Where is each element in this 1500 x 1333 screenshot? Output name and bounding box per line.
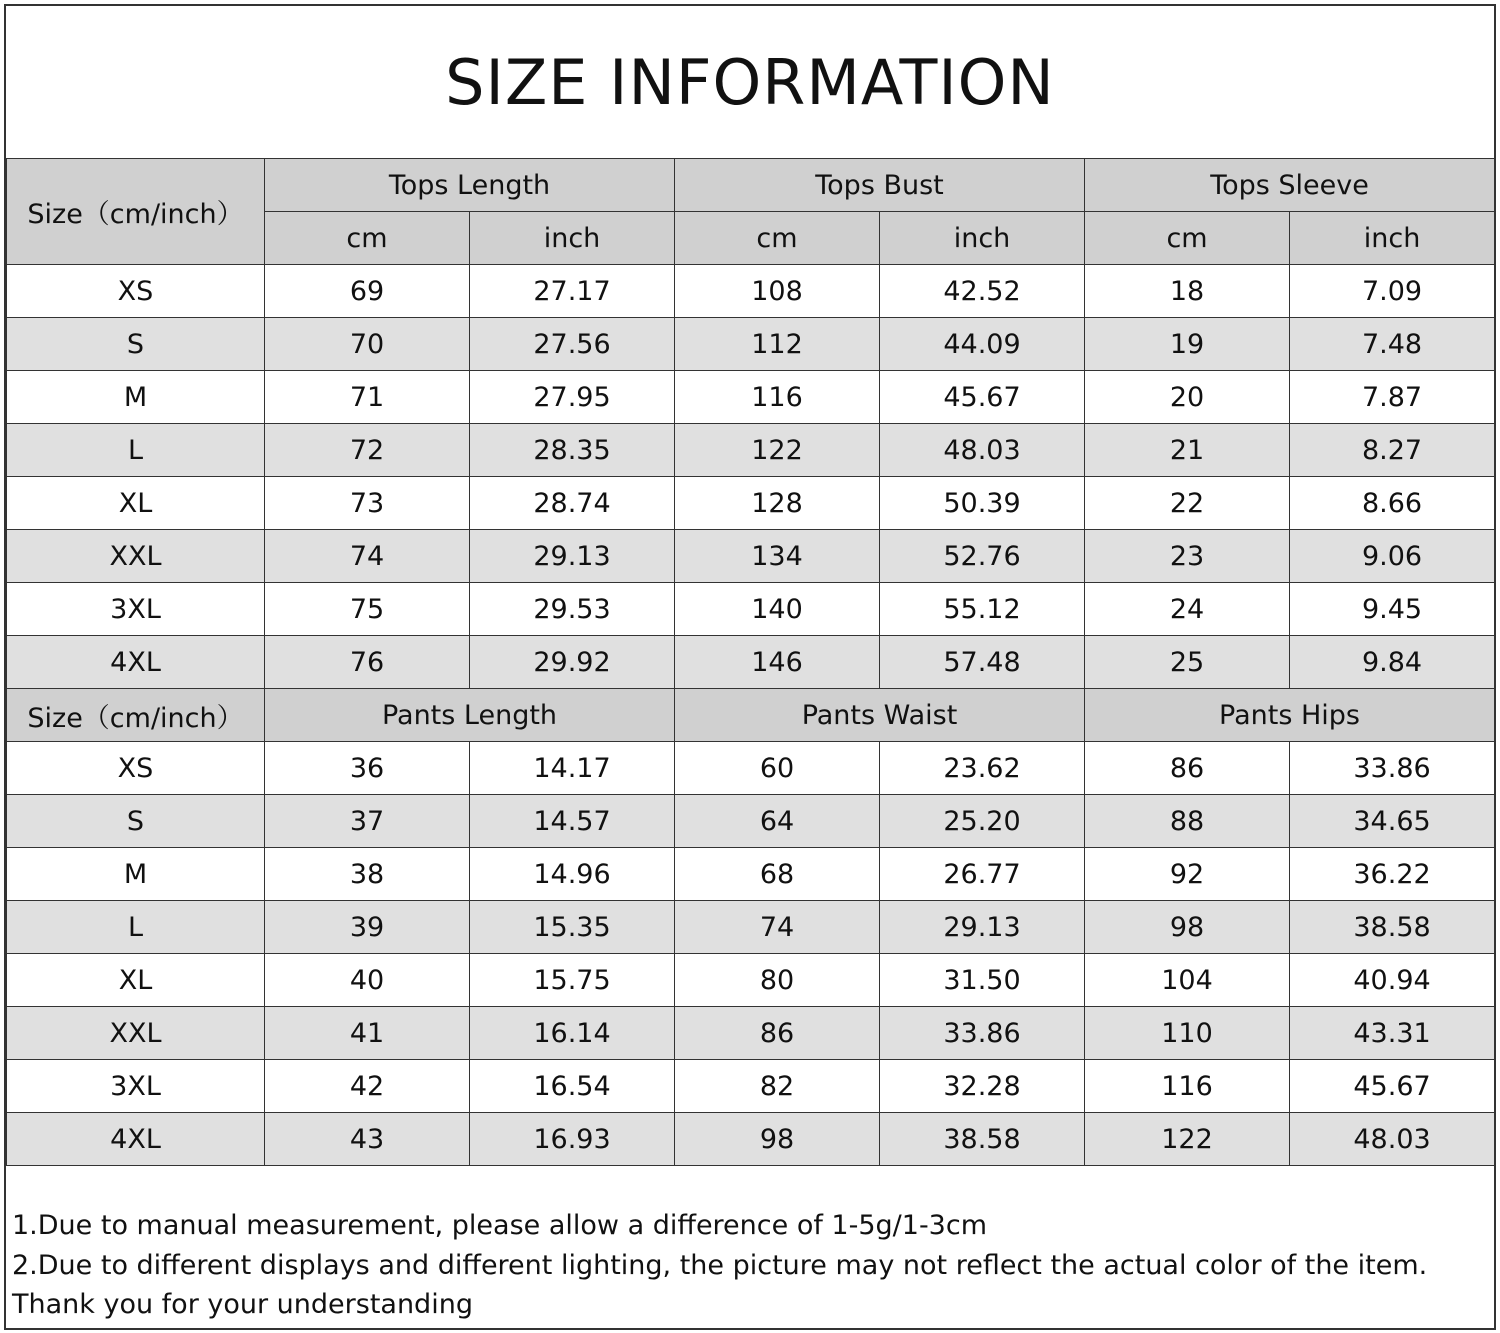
value-cell: 38.58 xyxy=(880,1113,1085,1166)
unit-header: cm xyxy=(1085,212,1290,265)
value-cell: 36.22 xyxy=(1290,848,1495,901)
value-cell: 112 xyxy=(675,318,880,371)
value-cell: 29.13 xyxy=(470,530,675,583)
value-cell: 69 xyxy=(265,265,470,318)
value-cell: 29.53 xyxy=(470,583,675,636)
value-cell: 28.35 xyxy=(470,424,675,477)
value-cell: 14.17 xyxy=(470,742,675,795)
value-cell: 15.75 xyxy=(470,954,675,1007)
tops-table-row xyxy=(7,530,1495,583)
value-cell: 9.06 xyxy=(1290,530,1495,583)
value-cell: 42.52 xyxy=(880,265,1085,318)
pants-table-row xyxy=(7,1007,1495,1060)
value-cell: 19 xyxy=(1085,318,1290,371)
value-cell: 27.17 xyxy=(470,265,675,318)
page-title: SIZE INFORMATION xyxy=(445,45,1055,119)
unit-header: cm xyxy=(675,212,880,265)
value-cell: 34.65 xyxy=(1290,795,1495,848)
unit-header: inch xyxy=(1290,212,1495,265)
pants-length-header: Pants Length xyxy=(265,689,675,742)
value-cell: 24 xyxy=(1085,583,1290,636)
value-cell: 74 xyxy=(265,530,470,583)
value-cell: 98 xyxy=(675,1113,880,1166)
value-cell: 128 xyxy=(675,477,880,530)
value-cell: 76 xyxy=(265,636,470,689)
value-cell: 20 xyxy=(1085,371,1290,424)
value-cell: 122 xyxy=(675,424,880,477)
value-cell: 45.67 xyxy=(880,371,1085,424)
value-cell: 29.92 xyxy=(470,636,675,689)
value-cell: 22 xyxy=(1085,477,1290,530)
value-cell: 14.96 xyxy=(470,848,675,901)
pants-waist-header: Pants Waist xyxy=(675,689,1085,742)
value-cell: 48.03 xyxy=(880,424,1085,477)
value-cell: 68 xyxy=(675,848,880,901)
value-cell: 88 xyxy=(1085,795,1290,848)
tops-group-header-row xyxy=(7,159,1495,212)
pants-table-row xyxy=(7,795,1495,848)
pants-table-row xyxy=(7,1113,1495,1166)
value-cell: 27.56 xyxy=(470,318,675,371)
unit-header: cm xyxy=(265,212,470,265)
pants-group-header-row xyxy=(7,689,1495,742)
tops-length-header: Tops Length xyxy=(265,159,675,212)
value-cell: 60 xyxy=(675,742,880,795)
value-cell: 9.84 xyxy=(1290,636,1495,689)
value-cell: 98 xyxy=(1085,901,1290,954)
value-cell: 16.54 xyxy=(470,1060,675,1113)
pants-table-row xyxy=(7,848,1495,901)
size-cell: L xyxy=(7,424,265,477)
unit-header: inch xyxy=(880,212,1085,265)
value-cell: 80 xyxy=(675,954,880,1007)
size-cell: XS xyxy=(7,742,265,795)
value-cell: 44.09 xyxy=(880,318,1085,371)
unit-header: inch xyxy=(470,212,675,265)
tops-table-row xyxy=(7,424,1495,477)
note-line: 1.Due to manual measurement, please allow a difference of 1-5g/1-3cm xyxy=(12,1210,988,1241)
value-cell: 23 xyxy=(1085,530,1290,583)
value-cell: 110 xyxy=(1085,1007,1290,1060)
size-cell: S xyxy=(7,318,265,371)
value-cell: 140 xyxy=(675,583,880,636)
value-cell: 39 xyxy=(265,901,470,954)
size-cell: 3XL xyxy=(7,1060,265,1113)
tops-sleeve-header: Tops Sleeve xyxy=(1085,159,1495,212)
value-cell: 45.67 xyxy=(1290,1060,1495,1113)
pants-table-row xyxy=(7,1060,1495,1113)
value-cell: 15.35 xyxy=(470,901,675,954)
size-chart-frame xyxy=(4,4,1496,1330)
value-cell: 41 xyxy=(265,1007,470,1060)
value-cell: 31.50 xyxy=(880,954,1085,1007)
pants-size-label: Size（cm/inch） xyxy=(7,689,265,742)
value-cell: 146 xyxy=(675,636,880,689)
tops-table-row xyxy=(7,477,1495,530)
note-line: Thank you for your understanding xyxy=(12,1289,473,1320)
value-cell: 134 xyxy=(675,530,880,583)
value-cell: 8.27 xyxy=(1290,424,1495,477)
tops-table-row xyxy=(7,636,1495,689)
value-cell: 25 xyxy=(1085,636,1290,689)
value-cell: 29.13 xyxy=(880,901,1085,954)
value-cell: 37 xyxy=(265,795,470,848)
value-cell: 28.74 xyxy=(470,477,675,530)
tops-table-row xyxy=(7,583,1495,636)
tops-size-label: Size（cm/inch） xyxy=(7,159,265,265)
value-cell: 116 xyxy=(1085,1060,1290,1113)
size-cell: 3XL xyxy=(7,583,265,636)
pants-hips-header: Pants Hips xyxy=(1085,689,1495,742)
value-cell: 72 xyxy=(265,424,470,477)
size-cell: XL xyxy=(7,477,265,530)
size-table xyxy=(6,158,1495,1166)
value-cell: 21 xyxy=(1085,424,1290,477)
value-cell: 40 xyxy=(265,954,470,1007)
size-cell: 4XL xyxy=(7,1113,265,1166)
value-cell: 32.28 xyxy=(880,1060,1085,1113)
value-cell: 43 xyxy=(265,1113,470,1166)
pants-table-row xyxy=(7,901,1495,954)
tops-table-row xyxy=(7,318,1495,371)
value-cell: 27.95 xyxy=(470,371,675,424)
value-cell: 86 xyxy=(1085,742,1290,795)
value-cell: 18 xyxy=(1085,265,1290,318)
value-cell: 70 xyxy=(265,318,470,371)
size-cell: L xyxy=(7,901,265,954)
value-cell: 122 xyxy=(1085,1113,1290,1166)
value-cell: 26.77 xyxy=(880,848,1085,901)
value-cell: 40.94 xyxy=(1290,954,1495,1007)
value-cell: 73 xyxy=(265,477,470,530)
size-cell: M xyxy=(7,371,265,424)
size-table-body xyxy=(7,159,1495,1166)
value-cell: 16.14 xyxy=(470,1007,675,1060)
note-line: 2.Due to different displays and different lighting, the picture may not reflect the actual color of the item. xyxy=(12,1249,1428,1281)
pants-table-row xyxy=(7,742,1495,795)
value-cell: 33.86 xyxy=(880,1007,1085,1060)
value-cell: 33.86 xyxy=(1290,742,1495,795)
pants-table-row xyxy=(7,954,1495,1007)
value-cell: 25.20 xyxy=(880,795,1085,848)
value-cell: 57.48 xyxy=(880,636,1085,689)
value-cell: 50.39 xyxy=(880,477,1085,530)
value-cell: 82 xyxy=(675,1060,880,1113)
value-cell: 86 xyxy=(675,1007,880,1060)
value-cell: 7.87 xyxy=(1290,371,1495,424)
value-cell: 7.09 xyxy=(1290,265,1495,318)
value-cell: 71 xyxy=(265,371,470,424)
value-cell: 7.48 xyxy=(1290,318,1495,371)
value-cell: 8.66 xyxy=(1290,477,1495,530)
tops-table-row xyxy=(7,371,1495,424)
value-cell: 43.31 xyxy=(1290,1007,1495,1060)
value-cell: 23.62 xyxy=(880,742,1085,795)
tops-bust-header: Tops Bust xyxy=(675,159,1085,212)
value-cell: 55.12 xyxy=(880,583,1085,636)
value-cell: 116 xyxy=(675,371,880,424)
value-cell: 14.57 xyxy=(470,795,675,848)
value-cell: 108 xyxy=(675,265,880,318)
value-cell: 48.03 xyxy=(1290,1113,1495,1166)
value-cell: 64 xyxy=(675,795,880,848)
value-cell: 52.76 xyxy=(880,530,1085,583)
notes xyxy=(12,1206,1492,1325)
size-cell: S xyxy=(7,795,265,848)
value-cell: 75 xyxy=(265,583,470,636)
value-cell: 74 xyxy=(675,901,880,954)
value-cell: 9.45 xyxy=(1290,583,1495,636)
value-cell: 16.93 xyxy=(470,1113,675,1166)
size-cell: XXL xyxy=(7,530,265,583)
size-cell: M xyxy=(7,848,265,901)
value-cell: 92 xyxy=(1085,848,1290,901)
size-cell: XL xyxy=(7,954,265,1007)
value-cell: 104 xyxy=(1085,954,1290,1007)
size-cell: XXL xyxy=(7,1007,265,1060)
value-cell: 38.58 xyxy=(1290,901,1495,954)
value-cell: 38 xyxy=(265,848,470,901)
value-cell: 36 xyxy=(265,742,470,795)
size-cell: XS xyxy=(7,265,265,318)
size-cell: 4XL xyxy=(7,636,265,689)
value-cell: 42 xyxy=(265,1060,470,1113)
tops-table-row xyxy=(7,265,1495,318)
